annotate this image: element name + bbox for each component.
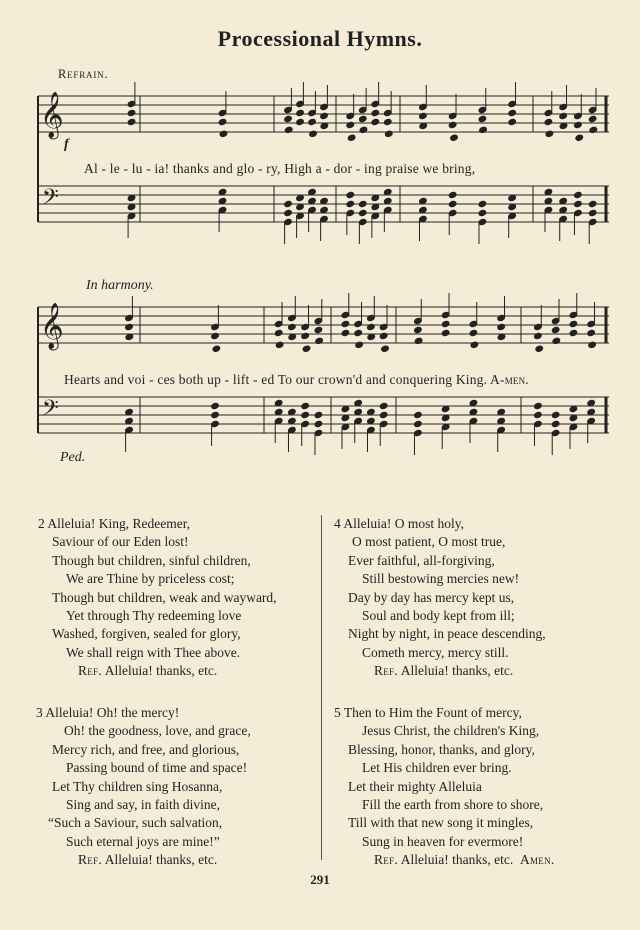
verse-line: Such eternal joys are mine!” xyxy=(66,833,220,849)
lyrics-amen: A-men. xyxy=(487,372,529,387)
verse-refrain: Ref. Alleluia! thanks, etc. xyxy=(78,852,218,868)
note-head xyxy=(346,191,355,198)
verse-line: We are Thine by priceless cost; xyxy=(66,571,235,587)
note-head xyxy=(588,115,597,122)
verse-line: Though but children, sinful children, xyxy=(52,552,251,568)
note-head xyxy=(211,411,220,418)
verse-refrain: Ref. Alleluia! thanks, etc. xyxy=(374,663,514,679)
note-head xyxy=(275,341,284,348)
note-head xyxy=(288,323,297,330)
note-head xyxy=(574,200,583,207)
treble-clef-icon: 𝄞 xyxy=(40,303,64,349)
note-head xyxy=(569,320,578,327)
page-title: Processional Hymns. xyxy=(217,26,423,51)
note-head xyxy=(497,323,506,330)
note-head xyxy=(381,345,390,352)
verse-line: 2 Alleluia! King, Redeemer, xyxy=(38,516,191,531)
verse-line: Let their mighty Alleluia xyxy=(348,778,482,794)
note-head xyxy=(284,209,293,216)
note-head xyxy=(347,134,356,141)
note-head xyxy=(551,326,560,333)
verse-number: 5 xyxy=(334,705,341,720)
pedal-mark: Ped. xyxy=(60,450,86,465)
note-head xyxy=(367,323,376,330)
note-head xyxy=(470,341,479,348)
bass-clef-icon: 𝄢 xyxy=(42,396,59,426)
verse-refrain: Ref. Alleluia! thanks, etc. xyxy=(78,663,218,679)
verse-line: Jesus Christ, the children's King, xyxy=(362,723,540,739)
note-head xyxy=(575,134,584,141)
note-head xyxy=(414,420,423,427)
verse-line: O most patient, O most true, xyxy=(352,534,506,550)
note-head xyxy=(385,130,394,137)
note-head xyxy=(371,109,380,116)
note-head xyxy=(441,320,450,327)
refrain-label: Refrain. xyxy=(58,67,109,81)
note-head xyxy=(314,420,323,427)
note-head xyxy=(320,112,329,119)
note-head xyxy=(450,134,459,141)
lyrics-line-2-main: Hearts and voi - ces both up - lift - ed To our crown'd and conquering King. xyxy=(64,372,488,387)
note-head xyxy=(125,323,134,330)
verse-line: Mercy rich, and free, and glorious, xyxy=(52,741,240,757)
note-head xyxy=(534,411,543,418)
note-head xyxy=(358,200,367,207)
note-head xyxy=(219,130,228,137)
verse-line: 5 Then to Him the Fount of mercy, xyxy=(334,705,522,720)
note-head xyxy=(355,341,364,348)
note-head xyxy=(544,118,553,125)
page-number: 291 xyxy=(310,872,330,887)
note-head xyxy=(469,329,478,336)
note-head xyxy=(508,109,517,116)
dynamic-marking: f xyxy=(64,137,69,152)
note-head xyxy=(414,411,423,418)
verse-line: Though but children, weak and wayward, xyxy=(52,589,277,605)
verse-number: 2 xyxy=(38,516,45,531)
note-head xyxy=(534,332,543,339)
note-head xyxy=(314,326,323,333)
note-head xyxy=(587,329,596,336)
note-head xyxy=(448,200,457,207)
verse-line: “Such a Saviour, such salvation, xyxy=(48,815,223,831)
verse-line: Sung in heaven for evermore! xyxy=(362,833,524,849)
verse-line: Night by night, in peace descending, xyxy=(348,626,546,642)
note-head xyxy=(341,329,350,336)
bass-clef-icon: 𝄢 xyxy=(42,185,59,215)
lyrics-line-1: Al - le - lu - ia! thanks and glo - ry, High a - dor - ing praise we bring, xyxy=(84,161,476,176)
note-head xyxy=(341,320,350,327)
note-head xyxy=(478,209,487,216)
verse-line: Let His children ever bring. xyxy=(362,760,512,776)
verse-line: Still bestowing mercies new! xyxy=(362,571,520,587)
note-head xyxy=(448,191,457,198)
note-head xyxy=(448,121,457,128)
note-head xyxy=(346,121,355,128)
note-head xyxy=(284,115,293,122)
verse-number: 3 xyxy=(36,705,43,720)
verse-5 xyxy=(334,704,555,870)
treble-clef-icon: 𝄞 xyxy=(40,92,64,138)
note-head xyxy=(588,200,597,207)
note-head xyxy=(212,345,221,352)
note-head xyxy=(314,411,323,418)
note-head xyxy=(308,118,317,125)
note-head xyxy=(414,326,423,333)
note-head xyxy=(371,118,380,125)
verse-line: Let Thy children sing Hosanna, xyxy=(52,778,223,794)
note-head xyxy=(383,118,392,125)
verse-4 xyxy=(334,515,546,681)
note-head xyxy=(127,118,136,125)
verse-3 xyxy=(36,704,251,870)
note-head xyxy=(301,332,310,339)
verse-line: 3 Alleluia! Oh! the mercy! xyxy=(36,705,180,720)
note-head xyxy=(574,191,583,198)
verse-number: 4 xyxy=(334,516,341,531)
note-head xyxy=(301,402,310,409)
verse-line: Ever faithful, all-forgiving, xyxy=(348,552,495,568)
note-head xyxy=(569,329,578,336)
note-head xyxy=(588,209,597,216)
note-head xyxy=(309,130,318,137)
verse-refrain: Ref. Alleluia! thanks, etc. Amen. xyxy=(374,852,555,868)
note-head xyxy=(441,329,450,336)
verse-line: Washed, forgiven, sealed for glory, xyxy=(52,626,241,642)
note-head xyxy=(379,332,388,339)
note-head xyxy=(354,329,363,336)
note-head xyxy=(551,420,560,427)
note-head xyxy=(127,109,136,116)
note-head xyxy=(274,329,283,336)
note-head xyxy=(211,402,220,409)
note-head xyxy=(588,341,597,348)
verses-divider xyxy=(321,515,322,860)
note-head xyxy=(535,345,544,352)
verse-line: Oh! the goodness, love, and grace, xyxy=(64,723,251,739)
verse-line: Till with that new song it mingles, xyxy=(348,815,534,831)
verse-line: Sing and say, in faith divine, xyxy=(66,797,220,813)
note-head xyxy=(284,200,293,207)
note-head xyxy=(379,411,388,418)
note-head xyxy=(358,209,367,216)
note-head xyxy=(301,411,310,418)
note-head xyxy=(551,411,560,418)
verse-line: Cometh mercy, mercy still. xyxy=(362,644,509,660)
note-head xyxy=(559,112,568,119)
verse-line: We shall reign with Thee above. xyxy=(66,644,241,660)
harmony-label: In harmony. xyxy=(86,278,154,293)
verse-line: Saviour of our Eden lost! xyxy=(52,534,189,550)
note-head xyxy=(379,402,388,409)
verse-line: Fill the earth from shore to shore, xyxy=(362,797,544,813)
note-head xyxy=(296,118,305,125)
note-head xyxy=(346,200,355,207)
note-head xyxy=(302,345,311,352)
verse-line: Passing bound of time and space! xyxy=(66,760,248,776)
note-head xyxy=(218,118,227,125)
verse-line: Yet through Thy redeeming love xyxy=(66,608,242,624)
note-head xyxy=(296,109,305,116)
verse-2 xyxy=(38,515,277,681)
note-head xyxy=(358,115,367,122)
verse-line: 4 Alleluia! O most holy, xyxy=(334,516,465,531)
note-head xyxy=(478,200,487,207)
verse-line: Soul and body kept from ill; xyxy=(362,608,515,624)
note-head xyxy=(478,115,487,122)
note-head xyxy=(419,112,428,119)
note-head xyxy=(534,402,543,409)
note-head xyxy=(574,121,583,128)
verse-line: Blessing, honor, thanks, and glory, xyxy=(348,741,535,757)
verse-line: Day by day has mercy kept us, xyxy=(348,589,515,605)
note-head xyxy=(545,130,554,137)
note-head xyxy=(211,332,220,339)
note-head xyxy=(508,118,517,125)
